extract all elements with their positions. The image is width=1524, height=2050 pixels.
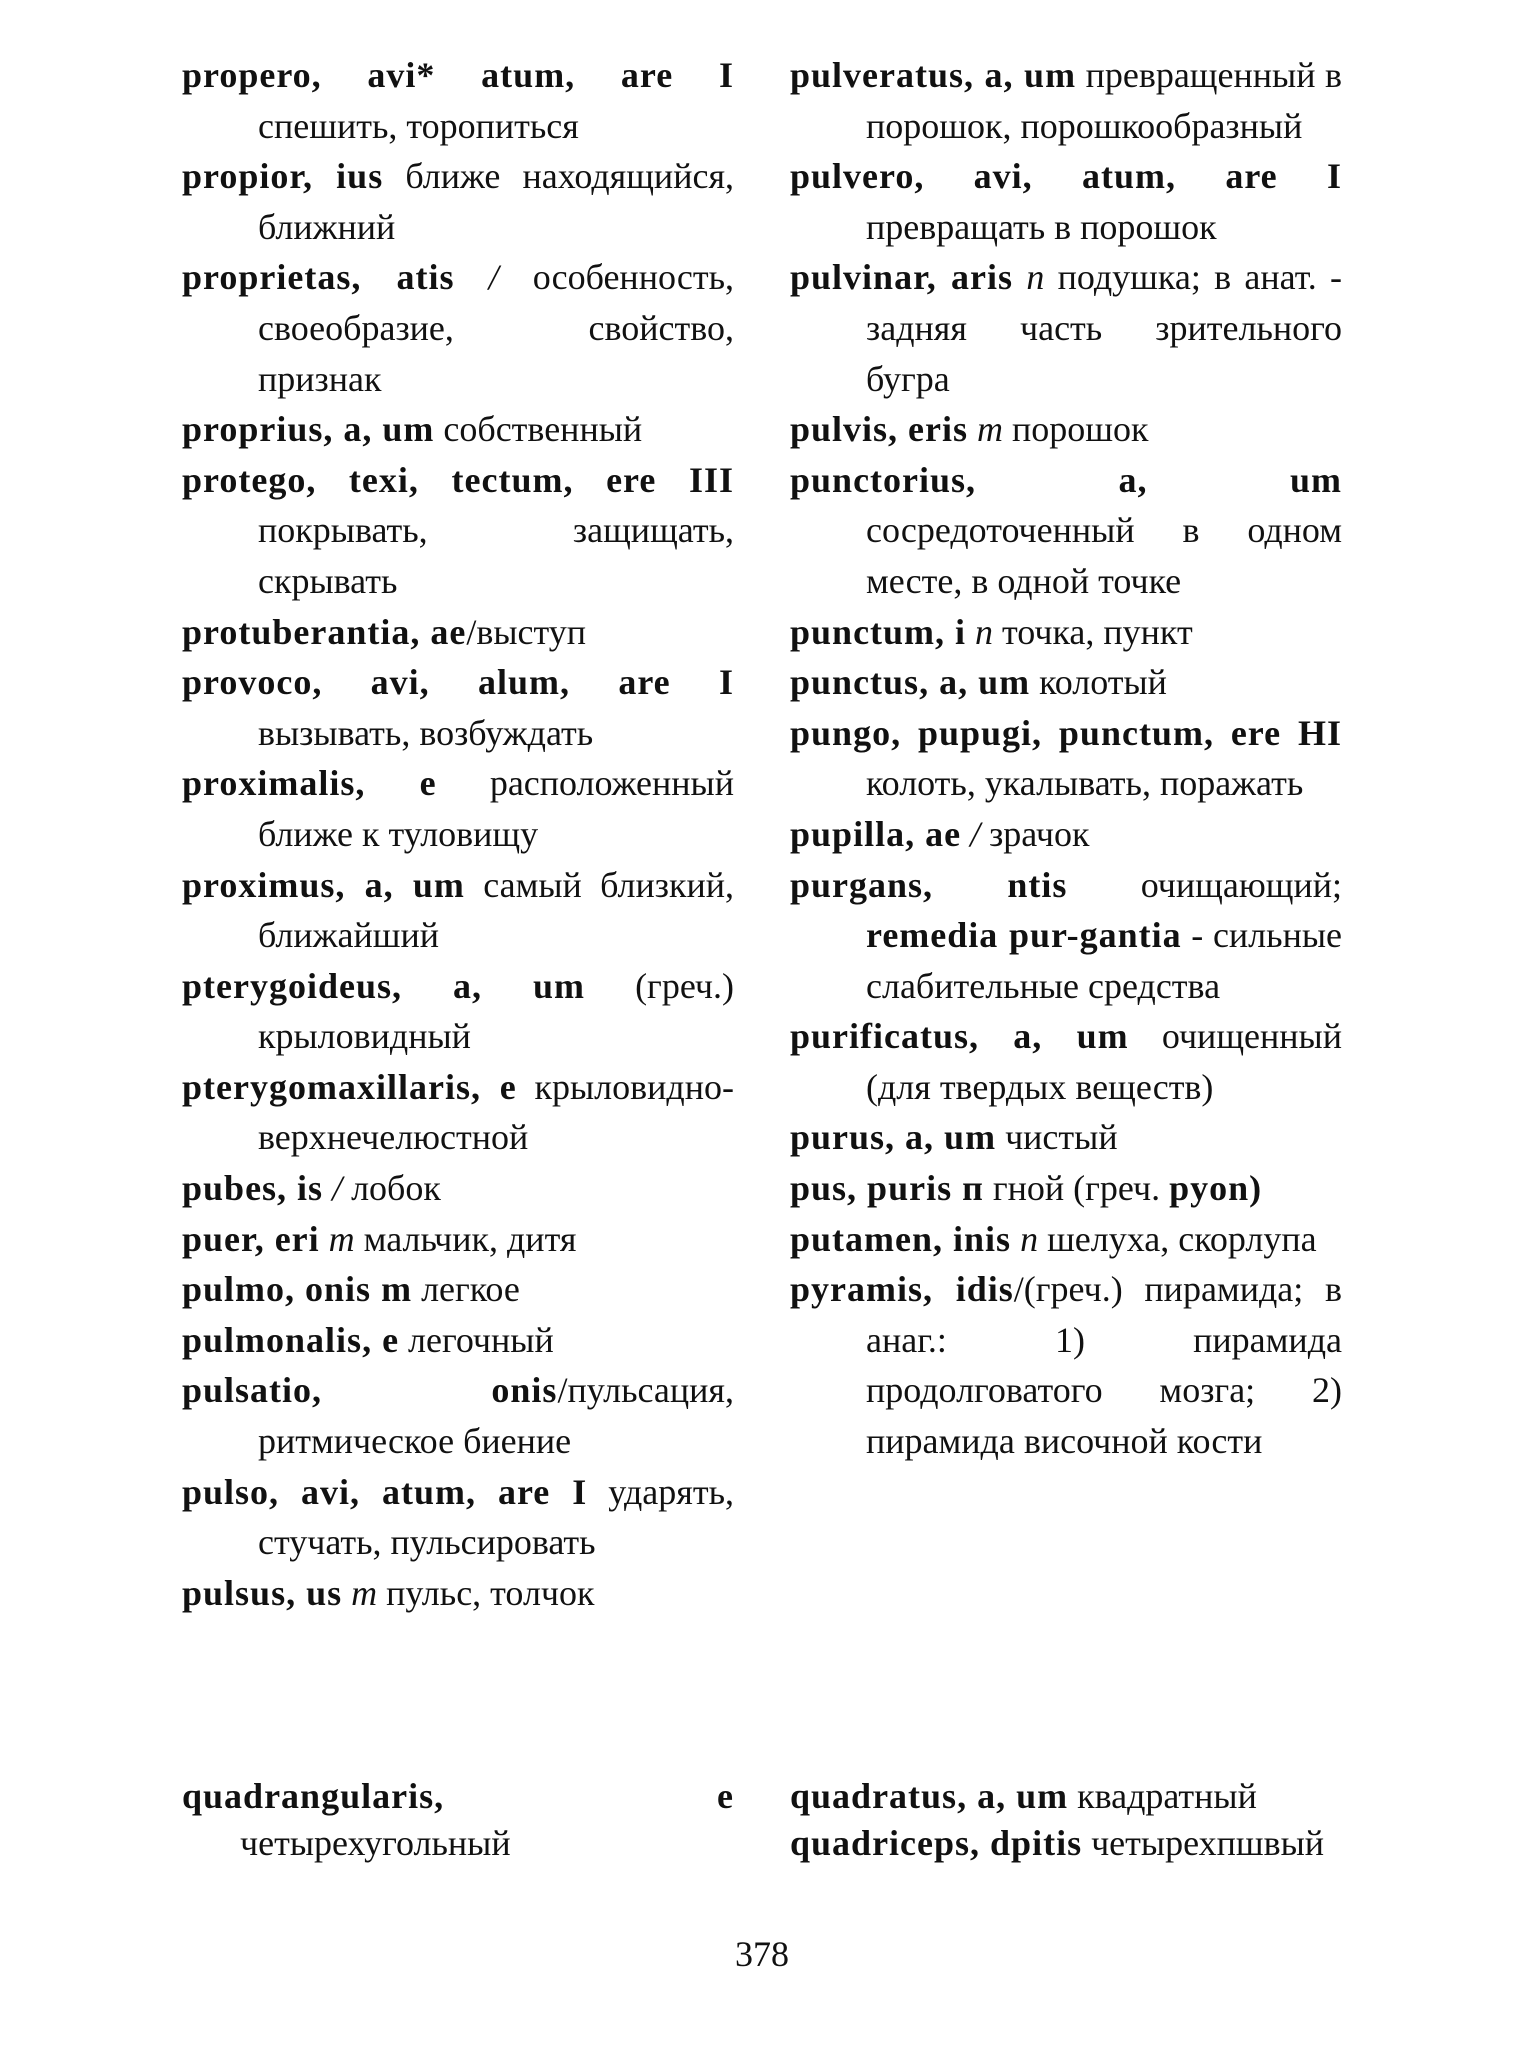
entry-headword: punctum, i — [790, 611, 967, 652]
entry-translation: колотый — [1030, 662, 1167, 703]
left-column — [182, 50, 734, 1618]
dictionary-entry — [182, 1163, 734, 1214]
dictionary-entry — [182, 1467, 734, 1568]
entry-translation: вызывать, возбуждать — [258, 712, 594, 753]
entry-headword: punctus, a, um — [790, 662, 1031, 703]
dictionary-entry — [182, 607, 734, 658]
right-column — [790, 50, 1342, 1467]
entry-grammar: m — [342, 1572, 387, 1613]
entry-headword: pulmonalis, e — [182, 1319, 400, 1360]
entry-translation: ближе находящийся, ближний — [258, 156, 734, 247]
entry-headword: propero, avi* atum, are I — [182, 55, 734, 95]
entry-headword: pterygoideus, a, um — [182, 965, 586, 1006]
entry-headword: pulsatio, onis — [182, 1370, 558, 1411]
dictionary-entry — [182, 758, 734, 859]
entry-translation: особенность, своеобразие, свойство, признак — [258, 257, 734, 399]
entry-translation: очищенный (для твердых веществ) — [866, 1016, 1342, 1107]
entry-subheadword: pyon) — [1169, 1168, 1263, 1209]
entry-headword: quadrangularis, e — [182, 1776, 734, 1816]
entry-translation: превращенный в порошок, порошкообразный — [866, 55, 1342, 146]
entry-subheadword: remedia pur-gantia — [866, 915, 1182, 956]
entry-headword: pulveratus, a, um — [790, 55, 1077, 95]
entry-headword: pubes, is — [182, 1168, 324, 1209]
dictionary-entry — [182, 1773, 734, 1867]
entry-headword: proximus, a, um — [182, 864, 465, 905]
dictionary-entry — [790, 1264, 1342, 1466]
dictionary-entry — [182, 1365, 734, 1466]
entry-translation: лобок — [351, 1168, 441, 1209]
entry-headword: proprietas, atis — [182, 257, 455, 298]
dictionary-entry — [790, 607, 1342, 658]
entry-headword: proximalis, e — [182, 763, 437, 804]
dictionary-entry — [790, 1163, 1342, 1214]
dictionary-entry — [790, 455, 1342, 607]
entry-translation: крыловидно-верхнечелюстной — [258, 1066, 734, 1158]
entry-grammar: / — [961, 813, 990, 854]
page-number: 378 — [735, 1934, 789, 1974]
entry-translation: легочный — [399, 1319, 554, 1360]
dictionary-entry — [182, 50, 734, 151]
dictionary-entry — [182, 1568, 734, 1619]
entry-headword: propior, ius — [182, 156, 384, 197]
entry-translation: (греч.) крыловидный — [258, 965, 734, 1057]
dictionary-entry — [790, 1112, 1342, 1163]
dictionary-entry — [182, 1214, 734, 1265]
entry-grammar: m — [319, 1218, 364, 1259]
entry-headword: pulsus, us — [182, 1572, 343, 1613]
entry-translation: пульс, толчок — [386, 1572, 595, 1613]
entry-grammar: / — [454, 257, 533, 298]
dictionary-entry — [790, 151, 1342, 252]
entry-translation: /пульсация, ритмическое биение — [258, 1370, 734, 1462]
entry-headword: pyramis, idis — [790, 1269, 1014, 1310]
entry-translation: мальчик, дитя — [363, 1218, 577, 1259]
entry-headword: purgans, ntis — [790, 864, 1068, 905]
entry-headword: punctorius, a, um — [790, 459, 1342, 500]
entry-grammar: / — [323, 1168, 352, 1209]
entry-translation: /(греч.) пирамида; в анаг.: 1) пирамида продолговатого мозга; 2) пирамида височной кости — [866, 1269, 1342, 1462]
dictionary-entry — [182, 961, 734, 1062]
dictionary-entry — [182, 404, 734, 455]
entry-headword: protuberantia, ae — [182, 611, 467, 652]
entry-translation: /выступ — [466, 611, 587, 652]
dictionary-entry — [790, 708, 1342, 809]
dictionary-entry — [790, 1820, 1342, 1867]
entry-translation: квадратный — [1068, 1776, 1257, 1816]
dictionary-entry — [182, 657, 734, 758]
dictionary-entry — [790, 657, 1342, 708]
entry-translation: зрачок — [989, 813, 1090, 854]
dictionary-entry — [182, 1264, 734, 1315]
entry-grammar: n — [966, 611, 1003, 652]
entry-headword: pus, puris п — [790, 1168, 984, 1209]
entry-translation: чистый — [996, 1117, 1118, 1158]
entry-headword: quadriceps, dpitis — [790, 1823, 1083, 1863]
entry-translation: собственный — [434, 409, 643, 450]
entry-translation: легкое — [412, 1269, 520, 1310]
entry-translation: колоть, укалывать, поражать — [866, 763, 1304, 804]
dictionary-entry — [790, 404, 1342, 455]
left-column-q-section — [182, 1773, 734, 1867]
entry-headword: pupilla, ae — [790, 813, 962, 854]
dictionary-entry — [182, 151, 734, 252]
entry-translation: четырехугольный — [240, 1823, 511, 1863]
entry-headword: pulvinar, aris — [790, 257, 1014, 298]
dictionary-entry — [182, 860, 734, 961]
entry-translation: ударять, стучать, пульсировать — [258, 1471, 734, 1563]
entry-translation: самый близкий, ближайший — [258, 864, 734, 956]
entry-translation: порошок — [1012, 409, 1149, 450]
entry-translation: расположенный ближе к туловищу — [258, 763, 734, 854]
dictionary-entry — [790, 1214, 1342, 1265]
entry-grammar: m — [968, 409, 1013, 450]
right-column-q-section — [790, 1773, 1342, 1867]
entry-translation: шелуха, скорлупа — [1047, 1218, 1317, 1259]
entry-translation: четырехпшвый — [1082, 1823, 1325, 1863]
entry-translation: гной (греч. — [983, 1168, 1170, 1209]
entry-subtranslation: - сильные слабительные средства — [866, 915, 1342, 1006]
dictionary-entry — [790, 809, 1342, 860]
dictionary-entry — [790, 50, 1342, 151]
entry-translation: подушка; в анат. - задняя часть зрительного бугра — [866, 257, 1343, 399]
dictionary-entry — [790, 252, 1342, 404]
entry-headword: pulvis, eris — [790, 409, 969, 450]
entry-translation: покрывать, защищать, скрывать — [258, 510, 734, 601]
dictionary-entry — [182, 1315, 734, 1366]
entry-headword: pungo, pupugi, punctum, ere HI — [790, 712, 1342, 753]
dictionary-entry — [182, 252, 734, 404]
entry-headword: provoco, avi, alum, are I — [182, 662, 734, 703]
entry-headword: purus, a, um — [790, 1117, 997, 1158]
entry-headword: pulvero, avi, atum, are I — [790, 156, 1342, 197]
entry-headword: protego, texi, tectum, ere III — [182, 459, 734, 500]
dictionary-entry — [182, 1062, 734, 1163]
dictionary-entry — [790, 1773, 1342, 1820]
entry-headword: quadratus, a, um — [790, 1776, 1069, 1816]
entry-headword: pulmo, onis m — [182, 1269, 413, 1310]
entry-headword: purificatus, a, um — [790, 1016, 1129, 1057]
entry-translation: спешить, торопиться — [258, 105, 579, 146]
entry-translation: превращать в порошок — [866, 206, 1217, 247]
entry-headword: pterygomaxillaris, e — [182, 1066, 517, 1107]
entry-headword: pulso, avi, atum, are I — [182, 1471, 588, 1512]
entry-translation: точка, пункт — [1002, 611, 1193, 652]
entry-grammar: n — [1013, 257, 1058, 298]
entry-headword: puer, eri — [182, 1218, 320, 1259]
dictionary-entry — [790, 860, 1342, 1012]
dictionary-entry — [790, 1011, 1342, 1112]
entry-translation: сосредоточенный в одном месте, в одной точке — [866, 510, 1342, 601]
entry-headword: proprius, a, um — [182, 409, 435, 450]
entry-grammar: n — [1011, 1218, 1048, 1259]
entry-translation: очищающий; — [1067, 864, 1342, 905]
entry-headword: putamen, inis — [790, 1218, 1012, 1259]
dictionary-entry — [182, 455, 734, 607]
